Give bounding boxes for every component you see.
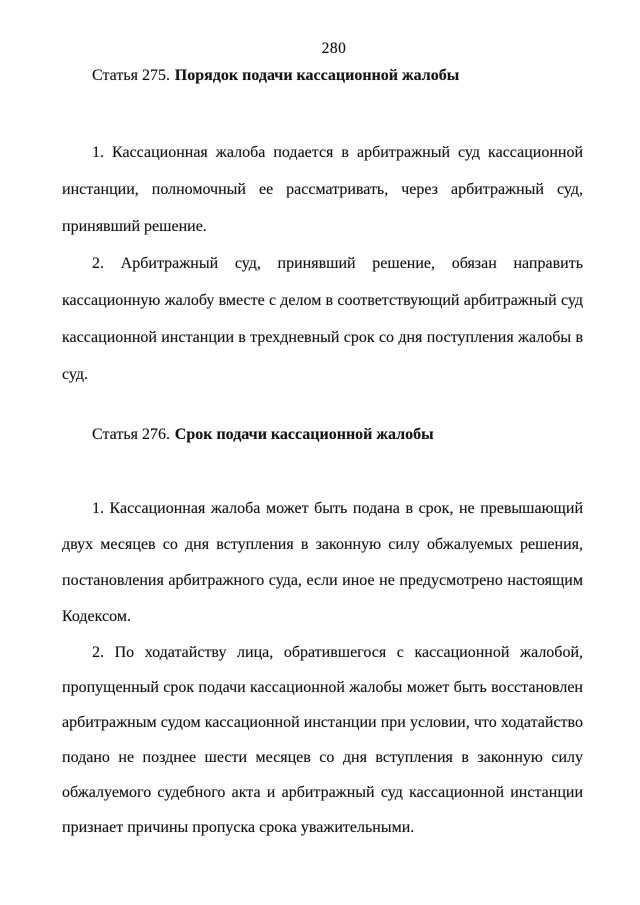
page-content	[62, 0, 583, 845]
text-line: 1. Кассационная жалоба может быть подана в срок, не превышающий	[92, 500, 583, 517]
text-line: принявший решение.	[62, 218, 207, 235]
article-276-heading-title: Срок подачи кассационной жалобы	[174, 426, 434, 443]
text-line: 1. Кассационная жалоба подается в арбитражный суд кассационной	[92, 144, 583, 161]
article-276-paragraph-2	[62, 635, 583, 845]
text-line: суд.	[62, 366, 89, 383]
text-line: двух месяцев со дня вступления в законную силу обжалуемых решения,	[62, 536, 583, 553]
text-line: признает причины пропуска срока уважительными.	[62, 819, 415, 836]
article-275-heading-title: Порядок подачи кассационной жалобы	[174, 67, 460, 84]
article-275-heading-prefix: Статья 275.	[92, 67, 170, 84]
page-number: 280	[321, 40, 347, 57]
text-line: Кодексом.	[62, 608, 131, 625]
article-276-heading	[62, 423, 583, 447]
text-line: 2. По ходатайству лица, обратившегося с кассационной жалобой,	[92, 644, 583, 661]
text-line: постановления арбитражного суда, если иное не предусмотрено настоящим	[62, 572, 583, 589]
article-276-heading-prefix: Статья 276.	[92, 426, 170, 443]
text-line: кассационной инстанции в трехдневный срок со дня поступления жалобы в	[62, 329, 583, 346]
article-276-paragraph-1	[62, 491, 583, 635]
text-line: 2. Арбитражный суд, принявший решение, обязан направить	[92, 255, 583, 272]
text-line: инстанции, полномочный ее рассматривать, через арбитражный суд,	[62, 181, 583, 198]
article-275-heading	[62, 64, 583, 88]
article-275-paragraph-1	[62, 134, 583, 245]
text-line: кассационную жалобу вместе с делом в соответствующий арбитражный суд	[62, 292, 583, 309]
text-line: арбитражным судом кассационной инстанции при условии, что ходатайство	[62, 714, 583, 731]
text-line: обжалуемого судебного акта и арбитражный суд кассационной инстанции	[62, 784, 583, 801]
text-line: подано не позднее шести месяцев со дня вступления в законную силу	[62, 749, 583, 766]
article-275-paragraph-2	[62, 245, 583, 393]
text-line: пропущенный срок подачи кассационной жалобы может быть восстановлен	[62, 679, 583, 696]
